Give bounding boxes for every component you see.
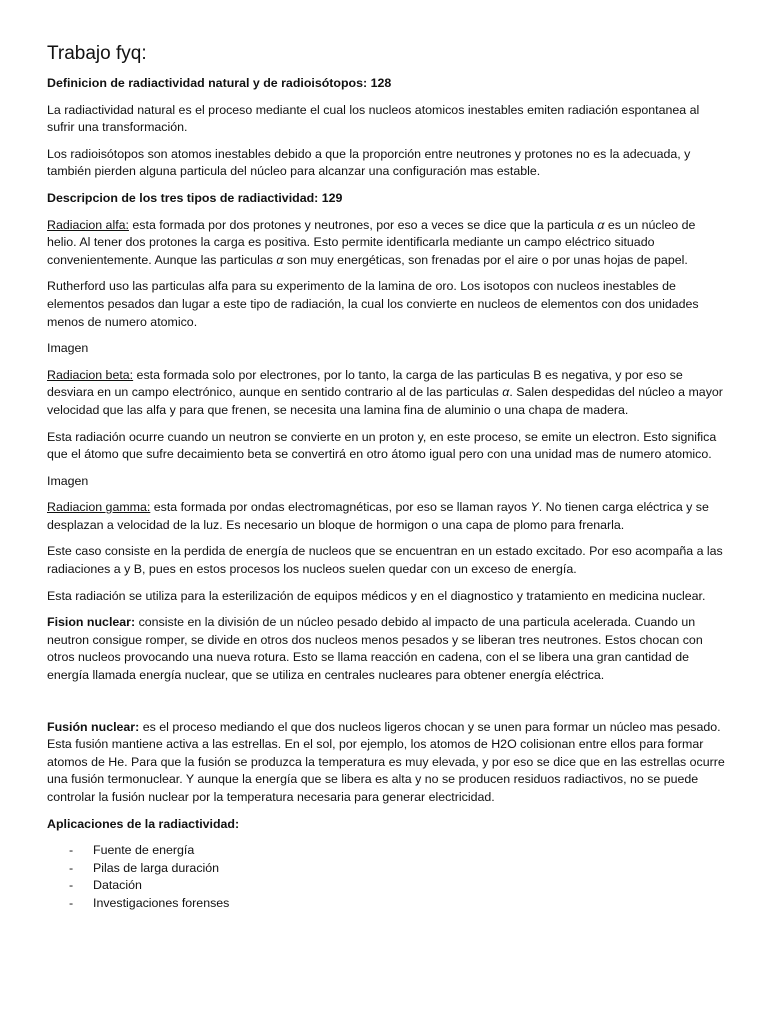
dash-bullet: -	[69, 895, 74, 910]
text-alfa-1: esta formada por dos protones y neutrones, por eso a veces se dice que la particula	[128, 217, 598, 232]
list-item-text: Pilas de larga duración	[93, 860, 220, 875]
paragraph-gamma-excitado: Este caso consiste en la perdida de energía de nucleos que se encuentran en un estado excitado. Por eso acompaña a las radiaciones a y B, pues en estos procesos los nucleos suelen quedar con un exceso de energía.	[47, 544, 723, 577]
dash-bullet: -	[69, 878, 74, 893]
heading-tipos: Descripcion de los tres tipos de radiactividad: 129	[47, 190, 343, 205]
heading-aplicaciones: Aplicaciones de la radiactividad:	[47, 816, 240, 831]
paragraph-radioisotopos: Los radioisótopos son atomos inestables debido a que la proporción entre neutrones y protones no es la adecuada, y también pierden alguna particula del núcleo para alcanzar una configuración mas estable.	[47, 146, 691, 179]
heading-definicion: Definicion de radiactividad natural y de radioisótopos: 128	[47, 76, 392, 90]
text-gamma-1: esta formada por ondas electromagnéticas, por eso se llaman rayos	[150, 500, 531, 515]
image-placeholder-1: Imagen	[47, 341, 89, 356]
paragraph-radiacion-beta	[47, 367, 726, 420]
text-gamma-2: . No tienen carga eléctrica y se desplazan a velocidad de la luz. Es necesario un bloque de hormigon o una capa de plomo para frenarla.	[47, 500, 709, 532]
text-beta-1: esta formada solo por electrones, por lo tanto, la carga de las particulas B es negativa, y por eso se desviara en un campo electrónico, aunque en sentido contrario al de las particulas	[47, 367, 683, 400]
list-item-text: Fuente de energía	[93, 843, 195, 858]
label-radiacion-beta: Radiacion beta:	[47, 367, 134, 382]
paragraph-rutherford: Rutherford uso las particulas alfa para su experimento de la lamina de oro. Los isotopos con nucleos inestables de elementos pesados dan lugar a este tipo de radiación, la cual los convierte en nucleos de elementos con dos unidades menos de numero atomico.	[47, 279, 699, 329]
text-fision: consiste en la división de un núcleo pesado debido al impacto de una particula acelerada. Cuando un neutron consigue romper, se divide en otros dos nucleos menos pesados y se liberan tres neutrones. Estos chocan con otros nucleos provocando una nueva rotura. Esto se llama reacción en cadena, con el se libera una gran cantidad de energía llamada energía nuclear, que se utiliza en centrales nucleares para obtener energía eléctrica.	[47, 615, 703, 683]
list-aplicaciones	[47, 842, 726, 912]
list-item	[47, 877, 726, 895]
list-item-text: Datación	[93, 878, 142, 893]
text-beta-2: . Salen despedidas del núcleo a mayor velocidad que las alfa y para que frenen, se necesita una lamina fina de aluminio o una chapa de madera.	[47, 385, 723, 417]
label-fusion: Fusión nuclear:	[47, 719, 140, 734]
label-fision: Fision nuclear:	[47, 615, 136, 630]
paragraph-radiacion-gamma	[47, 499, 726, 534]
paragraph-fision	[47, 614, 726, 684]
dash-bullet: -	[69, 843, 74, 858]
document-title: Trabajo fyq:	[47, 43, 147, 64]
paragraph-fusion	[47, 719, 726, 807]
list-item	[47, 842, 726, 860]
label-radiacion-alfa: Radiacion alfa:	[47, 217, 129, 232]
image-placeholder-2: Imagen	[47, 473, 89, 488]
text-fusion: es el proceso mediando el que dos nucleos ligeros chocan y se unen para formar un núcleo mas pesado. Esta fusión mantiene activa a las estrellas. En el sol, por ejemplo, los atomos de H2O colisionan entre ellos para formar atomos de He. Para que la fusión se produzca la temperatura es muy elevada, y por eso se dice que en las estrellas ocurre una fusión termonuclear. Y aunque la energía que se libera es alta y no se producen residuos radiactivos, no se puede controlar la fusión nuclear por la temperatura necesaria para generar electricidad.	[47, 719, 725, 804]
paragraph-beta-decaimiento: Esta radiación ocurre cuando un neutron se convierte en un proton y, en este proceso, se emite un electron. Esto significa que el átomo que sufre decaimiento beta se convertirá en otro átomo igual pero con una unidad mas de numero atomico.	[47, 429, 717, 462]
symbol-alfa-2: α	[276, 252, 284, 267]
symbol-alfa-beta: α	[502, 385, 510, 400]
list-item	[47, 860, 726, 878]
symbol-gamma: Y	[530, 500, 539, 515]
blank-gap	[47, 694, 726, 719]
text-alfa-3: son muy energéticas, son frenadas por el aire o por unas hojas de papel.	[283, 252, 688, 267]
label-radiacion-gamma: Radiacion gamma:	[47, 500, 151, 515]
paragraph-radiactividad-natural: La radiactividad natural es el proceso mediante el cual los nucleos atomicos inestables emiten radiación espontanea al sufrir una transformación.	[47, 102, 700, 135]
list-item-text: Investigaciones forenses	[93, 895, 230, 910]
paragraph-gamma-usos: Esta radiación se utiliza para la esterilización de equipos médicos y en el diagnostico y tratamiento en medicina nuclear.	[47, 588, 706, 603]
list-item	[47, 895, 726, 913]
text-alfa-2: es un núcleo de helio. Al tener dos protones la carga es positiva. Esto permite identificarla mediante un campo eléctrico situado convenientemente. Aunque las particulas	[47, 217, 696, 267]
paragraph-radiacion-alfa	[47, 217, 726, 270]
dash-bullet: -	[69, 860, 74, 875]
symbol-alfa: α	[597, 217, 605, 232]
